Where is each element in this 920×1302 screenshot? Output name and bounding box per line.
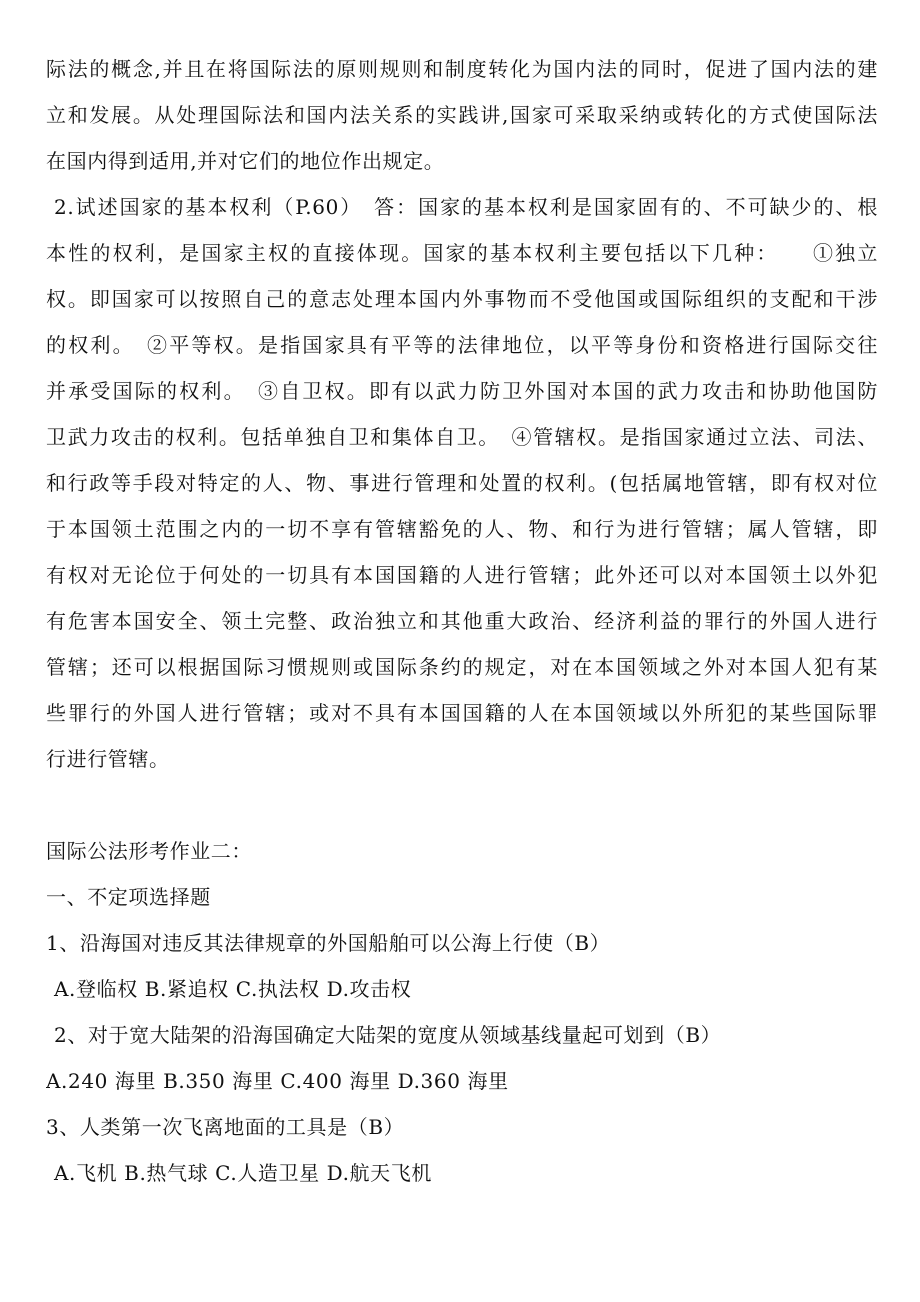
question-list — [46, 920, 878, 1196]
paragraph-1 — [46, 46, 878, 184]
text-line: 有权对无论位于何处的一切具有本国国籍的人进行管辖；此外还可以对本国领土以外犯 — [46, 563, 878, 587]
question-options: A.登临权 B.紧追权 C.执法权 D.攻击权 — [54, 977, 412, 1001]
text-line: 管辖；还可以根据国际习惯规则或国际条约的规定，对在本国领域之外对本国人犯有某 — [46, 655, 878, 679]
section-title: 一、不定项选择题 — [46, 885, 211, 909]
text-line: 2.试述国家的基本权利（P.60） 答：国家的基本权利是国家固有的、不可缺少的、根 — [54, 195, 878, 219]
text-line: 立和发展。从处理国际法和国内法关系的实践讲,国家可采取采纳或转化的方式使国际法 — [46, 103, 878, 127]
question-stem: 1、沿海国对违反其法律规章的外国船舶可以公海上行使（B） — [46, 931, 611, 955]
text-line: 些罪行的外国人进行管辖；或对不具有本国国籍的人在本国领域以外所犯的某些国际罪 — [46, 701, 878, 725]
text-line: 行进行管辖。 — [46, 747, 170, 771]
text-line: 和行政等手段对特定的人、物、事进行管理和处置的权利。(包括属地管辖，即有权对位 — [46, 471, 878, 495]
text-line: 际法的概念,并且在将国际法的原则规则和制度转化为国内法的同时，促进了国内法的建 — [46, 57, 878, 81]
text-line: 于本国领土范围之内的一切不享有管辖豁免的人、物、和行为进行管辖；属人管辖，即 — [46, 517, 878, 541]
paragraph-2 — [46, 184, 878, 782]
text-line: 卫武力攻击的权利。包括单独自卫和集体自卫。 ④管辖权。是指国家通过立法、司法、 — [46, 425, 878, 449]
question-options: A.飞机 B.热气球 C.人造卫星 D.航天飞机 — [54, 1161, 432, 1185]
text-line: 在国内得到适用,并对它们的地位作出规定。 — [46, 149, 445, 173]
document-page — [46, 46, 878, 1196]
assignment-title: 国际公法形考作业二： — [46, 839, 252, 863]
question-options: A.240 海里 B.350 海里 C.400 海里 D.360 海里 — [46, 1069, 509, 1093]
text-line: 并承受国际的权利。 ③自卫权。即有以武力防卫外国对本国的武力攻击和协助他国防 — [46, 379, 878, 403]
text-line: 有危害本国安全、领土完整、政治独立和其他重大政治、经济利益的罪行的外国人进行 — [46, 609, 878, 633]
text-line: 的权利。 ②平等权。是指国家具有平等的法律地位，以平等身份和资格进行国际交往 — [46, 333, 878, 357]
spacer — [46, 782, 878, 828]
text-line: 本性的权利，是国家主权的直接体现。国家的基本权利主要包括以下几种： ①独立 — [46, 241, 878, 265]
question-stem: 2、对于宽大陆架的沿海国确定大陆架的宽度从领域基线量起可划到（B） — [54, 1023, 722, 1047]
question-stem: 3、人类第一次飞离地面的工具是（B） — [46, 1115, 405, 1139]
text-line: 权。即国家可以按照自己的意志处理本国内外事物而不受他国或国际组织的支配和干涉 — [46, 287, 878, 311]
